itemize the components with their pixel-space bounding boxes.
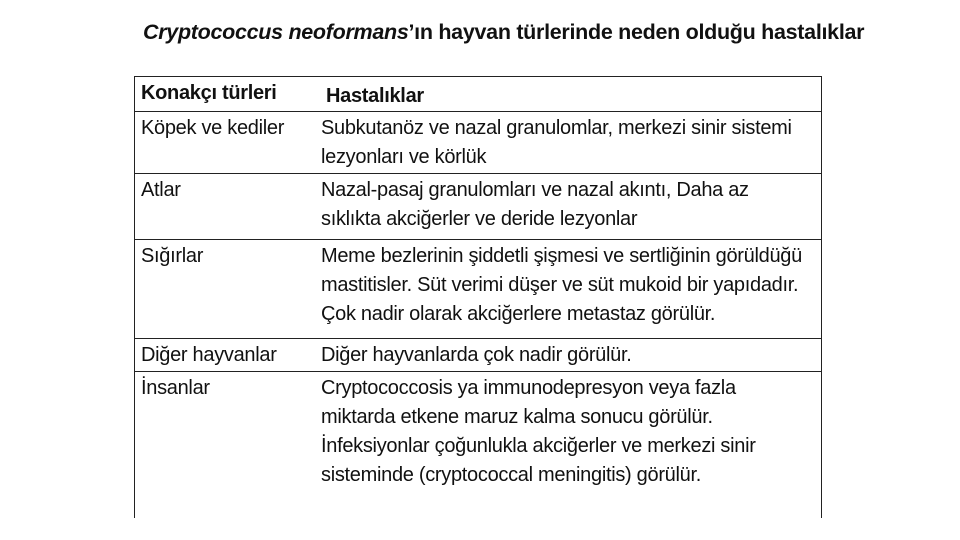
title-text: ’ın hayvan türlerinde neden olduğu hastalıklar bbox=[408, 20, 865, 44]
page-title bbox=[143, 20, 864, 45]
table-row bbox=[135, 240, 821, 339]
disease-cell: Meme bezlerinin şiddetli şişmesi ve sertliğinin görüldüğü mastitisler. Süt verimi düşer ve süt mukoid bir yapıdadır. Çok nadir olarak akciğerlere metastaz görülür. bbox=[321, 240, 821, 339]
table-row bbox=[135, 339, 821, 372]
host-cell: Atlar bbox=[135, 174, 321, 240]
table-row bbox=[135, 174, 821, 240]
disease-table bbox=[135, 76, 821, 508]
host-cell: İnsanlar bbox=[135, 372, 321, 508]
disease-cell: Subkutanöz ve nazal granulomlar, merkezi sinir sistemi lezyonları ve körlük bbox=[321, 112, 821, 174]
table-row bbox=[135, 372, 821, 508]
table-header-row bbox=[135, 77, 821, 112]
disease-table-container bbox=[134, 76, 822, 518]
host-cell: Köpek ve kediler bbox=[135, 112, 321, 174]
header-host-species: Konakçı türleri bbox=[135, 77, 321, 112]
disease-cell: Diğer hayvanlarda çok nadir görülür. bbox=[321, 339, 821, 372]
title-species-name: Cryptococcus neoformans bbox=[143, 20, 409, 44]
disease-cell: Nazal-pasaj granulomları ve nazal akıntı, Daha az sıklıkta akciğerler ve deride lezyonlar bbox=[321, 174, 821, 240]
host-cell: Sığırlar bbox=[135, 240, 321, 339]
host-cell: Diğer hayvanlar bbox=[135, 339, 321, 372]
table-row bbox=[135, 112, 821, 174]
disease-cell: Cryptococcosis ya immunodepresyon veya fazla miktarda etkene maruz kalma sonucu görülür. İnfeksiyonlar çoğunlukla akciğerler ve merkezi sinir sisteminde (cryptococcal meningitis) görülür. bbox=[321, 372, 821, 508]
header-diseases: Hastalıklar bbox=[321, 77, 821, 112]
